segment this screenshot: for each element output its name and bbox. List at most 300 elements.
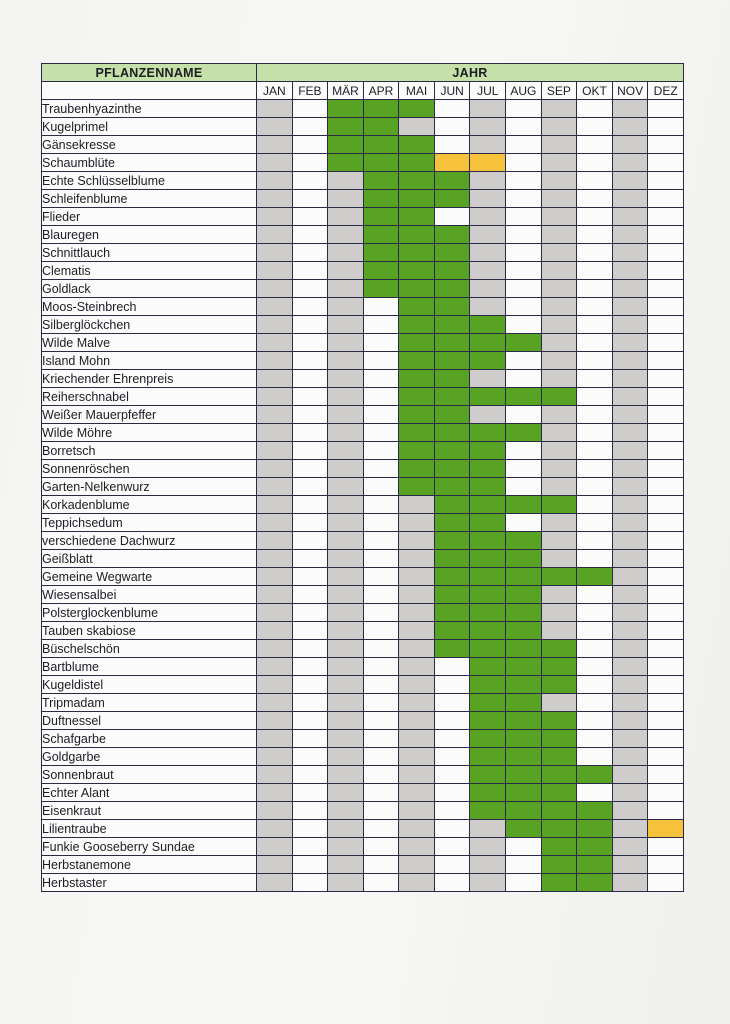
month-cell-okt-bloom xyxy=(577,568,613,586)
month-cell-jun-highlight xyxy=(434,154,470,172)
month-cell-aug-empty xyxy=(506,370,542,388)
month-cell-feb-empty xyxy=(292,730,328,748)
month-cell-dez-empty xyxy=(648,388,684,406)
month-cell-jul-bloom xyxy=(470,784,506,802)
month-cell-nov-off-season xyxy=(612,604,648,622)
month-header-okt: OKT xyxy=(577,82,613,100)
month-cell-jul-off-season xyxy=(470,226,506,244)
month-cell-mär-off-season xyxy=(328,766,364,784)
month-cell-jul-bloom xyxy=(470,334,506,352)
month-cell-mär-off-season xyxy=(328,838,364,856)
month-cell-jun-bloom xyxy=(434,316,470,334)
month-cell-mai-off-season xyxy=(399,802,435,820)
month-cell-okt-empty xyxy=(577,730,613,748)
plant-name: Gemeine Wegwarte xyxy=(42,568,257,586)
month-cell-jul-bloom xyxy=(470,766,506,784)
month-cell-okt-empty xyxy=(577,262,613,280)
month-cell-jul-bloom xyxy=(470,550,506,568)
month-cell-aug-bloom xyxy=(506,730,542,748)
month-cell-jun-bloom xyxy=(434,622,470,640)
month-cell-jan-off-season xyxy=(257,622,293,640)
month-cell-jan-off-season xyxy=(257,118,293,136)
month-cell-okt-empty xyxy=(577,352,613,370)
month-cell-nov-off-season xyxy=(612,370,648,388)
plant-row xyxy=(42,352,684,370)
month-cell-aug-bloom xyxy=(506,748,542,766)
plant-row xyxy=(42,622,684,640)
month-cell-feb-empty xyxy=(292,280,328,298)
month-cell-jun-empty xyxy=(434,100,470,118)
month-cell-aug-bloom xyxy=(506,568,542,586)
month-cell-jun-bloom xyxy=(434,298,470,316)
month-cell-jan-off-season xyxy=(257,568,293,586)
month-cell-sep-off-season xyxy=(541,514,577,532)
month-cell-apr-empty xyxy=(363,874,399,892)
plant-name: Echter Alant xyxy=(42,784,257,802)
month-cell-jul-bloom xyxy=(470,658,506,676)
month-cell-jun-bloom xyxy=(434,442,470,460)
month-cell-sep-off-season xyxy=(541,280,577,298)
month-cell-feb-empty xyxy=(292,190,328,208)
plant-row xyxy=(42,298,684,316)
plant-row xyxy=(42,640,684,658)
month-cell-okt-empty xyxy=(577,172,613,190)
plant-name: Traubenhyazinthe xyxy=(42,100,257,118)
month-cell-mai-off-season xyxy=(399,640,435,658)
month-cell-dez-empty xyxy=(648,514,684,532)
month-cell-jan-off-season xyxy=(257,820,293,838)
month-cell-mär-bloom xyxy=(328,118,364,136)
month-cell-jun-bloom xyxy=(434,568,470,586)
plant-name: Garten-Nelkenwurz xyxy=(42,478,257,496)
plant-row xyxy=(42,658,684,676)
month-cell-jan-off-season xyxy=(257,784,293,802)
month-cell-jun-empty xyxy=(434,820,470,838)
month-cell-jun-bloom xyxy=(434,334,470,352)
month-cell-aug-bloom xyxy=(506,622,542,640)
month-cell-jul-bloom xyxy=(470,460,506,478)
month-cell-dez-empty xyxy=(648,100,684,118)
month-cell-sep-bloom xyxy=(541,640,577,658)
month-cell-okt-bloom xyxy=(577,766,613,784)
month-cell-feb-empty xyxy=(292,154,328,172)
month-cell-jul-bloom xyxy=(470,532,506,550)
month-cell-apr-bloom xyxy=(363,262,399,280)
month-cell-jun-empty xyxy=(434,118,470,136)
month-cell-okt-empty xyxy=(577,244,613,262)
month-cell-nov-off-season xyxy=(612,442,648,460)
month-cell-okt-empty xyxy=(577,388,613,406)
plant-name: Weißer Mauerpfeffer xyxy=(42,406,257,424)
plant-name: Herbstanemone xyxy=(42,856,257,874)
month-cell-aug-empty xyxy=(506,298,542,316)
month-cell-sep-bloom xyxy=(541,766,577,784)
plant-name: verschiedene Dachwurz xyxy=(42,532,257,550)
month-cell-mär-off-season xyxy=(328,388,364,406)
month-cell-feb-empty xyxy=(292,424,328,442)
month-cell-mär-off-season xyxy=(328,802,364,820)
plant-name: Kugeldistel xyxy=(42,676,257,694)
month-cell-okt-empty xyxy=(577,478,613,496)
month-cell-aug-empty xyxy=(506,118,542,136)
plant-row xyxy=(42,532,684,550)
month-cell-okt-empty xyxy=(577,604,613,622)
month-cell-nov-off-season xyxy=(612,352,648,370)
month-cell-aug-empty xyxy=(506,874,542,892)
month-cell-mai-bloom xyxy=(399,316,435,334)
month-cell-aug-empty xyxy=(506,208,542,226)
month-cell-sep-off-season xyxy=(541,622,577,640)
month-cell-aug-bloom xyxy=(506,658,542,676)
month-cell-sep-off-season xyxy=(541,190,577,208)
plant-name: Wiesensalbei xyxy=(42,586,257,604)
month-cell-jun-bloom xyxy=(434,244,470,262)
plant-row xyxy=(42,856,684,874)
month-cell-jun-empty xyxy=(434,784,470,802)
month-cell-dez-empty xyxy=(648,550,684,568)
month-cell-feb-empty xyxy=(292,208,328,226)
month-cell-mär-off-season xyxy=(328,784,364,802)
month-cell-nov-off-season xyxy=(612,478,648,496)
month-cell-mär-off-season xyxy=(328,820,364,838)
month-cell-jun-empty xyxy=(434,874,470,892)
month-cell-feb-empty xyxy=(292,262,328,280)
month-cell-mär-off-season xyxy=(328,694,364,712)
month-cell-jun-bloom xyxy=(434,388,470,406)
month-cell-jul-off-season xyxy=(470,262,506,280)
month-cell-nov-off-season xyxy=(612,856,648,874)
month-cell-nov-off-season xyxy=(612,874,648,892)
month-cell-okt-bloom xyxy=(577,802,613,820)
month-cell-jan-off-season xyxy=(257,604,293,622)
plant-name: Schnittlauch xyxy=(42,244,257,262)
month-cell-dez-empty xyxy=(648,298,684,316)
month-cell-jul-off-season xyxy=(470,190,506,208)
month-cell-apr-empty xyxy=(363,370,399,388)
plant-name: Reiherschnabel xyxy=(42,388,257,406)
month-cell-sep-off-season xyxy=(541,604,577,622)
month-cell-nov-off-season xyxy=(612,532,648,550)
month-cell-apr-empty xyxy=(363,838,399,856)
month-cell-mär-bloom xyxy=(328,136,364,154)
month-cell-jul-off-season xyxy=(470,298,506,316)
month-cell-jul-bloom xyxy=(470,568,506,586)
month-cell-apr-empty xyxy=(363,784,399,802)
plant-row xyxy=(42,712,684,730)
month-cell-okt-empty xyxy=(577,676,613,694)
month-cell-jul-bloom xyxy=(470,514,506,532)
month-cell-jun-empty xyxy=(434,730,470,748)
month-cell-dez-empty xyxy=(648,262,684,280)
month-cell-jan-off-season xyxy=(257,388,293,406)
month-cell-aug-bloom xyxy=(506,784,542,802)
month-cell-jan-off-season xyxy=(257,262,293,280)
month-header-jan: JAN xyxy=(257,82,293,100)
year-header: JAHR xyxy=(257,64,684,82)
month-cell-nov-off-season xyxy=(612,226,648,244)
month-cell-aug-empty xyxy=(506,514,542,532)
month-cell-feb-empty xyxy=(292,514,328,532)
month-cell-aug-bloom xyxy=(506,766,542,784)
plant-row xyxy=(42,802,684,820)
month-cell-apr-empty xyxy=(363,820,399,838)
month-cell-sep-bloom xyxy=(541,388,577,406)
month-cell-sep-off-season xyxy=(541,460,577,478)
plant-name: Kriechender Ehrenpreis xyxy=(42,370,257,388)
month-cell-mär-off-season xyxy=(328,172,364,190)
month-cell-okt-empty xyxy=(577,316,613,334)
month-cell-mai-off-season xyxy=(399,604,435,622)
month-cell-feb-empty xyxy=(292,604,328,622)
plant-name: Geißblatt xyxy=(42,550,257,568)
month-cell-mai-bloom xyxy=(399,334,435,352)
month-cell-apr-empty xyxy=(363,460,399,478)
month-cell-sep-off-season xyxy=(541,406,577,424)
month-cell-jul-off-season xyxy=(470,136,506,154)
month-cell-nov-off-season xyxy=(612,568,648,586)
month-cell-okt-bloom xyxy=(577,856,613,874)
month-cell-mai-bloom xyxy=(399,460,435,478)
month-cell-mär-off-season xyxy=(328,406,364,424)
month-cell-jan-off-season xyxy=(257,532,293,550)
month-cell-jan-off-season xyxy=(257,478,293,496)
month-cell-nov-off-season xyxy=(612,262,648,280)
month-cell-feb-empty xyxy=(292,586,328,604)
month-cell-jul-off-season xyxy=(470,172,506,190)
month-cell-jul-off-season xyxy=(470,280,506,298)
month-cell-dez-empty xyxy=(648,694,684,712)
month-cell-sep-off-season xyxy=(541,316,577,334)
plant-name: Duftnessel xyxy=(42,712,257,730)
plant-row xyxy=(42,496,684,514)
month-cell-sep-off-season xyxy=(541,550,577,568)
month-cell-jun-bloom xyxy=(434,262,470,280)
month-cell-dez-empty xyxy=(648,370,684,388)
month-cell-apr-empty xyxy=(363,316,399,334)
month-cell-okt-empty xyxy=(577,226,613,244)
month-cell-aug-bloom xyxy=(506,820,542,838)
month-cell-jul-bloom xyxy=(470,496,506,514)
month-cell-aug-empty xyxy=(506,406,542,424)
plant-row xyxy=(42,838,684,856)
month-cell-apr-empty xyxy=(363,478,399,496)
month-cell-mär-off-season xyxy=(328,208,364,226)
month-cell-okt-empty xyxy=(577,334,613,352)
month-cell-apr-bloom xyxy=(363,208,399,226)
month-cell-aug-empty xyxy=(506,352,542,370)
month-cell-feb-empty xyxy=(292,370,328,388)
month-cell-feb-empty xyxy=(292,658,328,676)
month-cell-nov-off-season xyxy=(612,820,648,838)
month-cell-jan-off-season xyxy=(257,586,293,604)
month-cell-sep-off-season xyxy=(541,172,577,190)
month-cell-mai-bloom xyxy=(399,226,435,244)
plant-row xyxy=(42,730,684,748)
month-cell-jan-off-season xyxy=(257,874,293,892)
month-cell-apr-empty xyxy=(363,388,399,406)
month-cell-sep-bloom xyxy=(541,712,577,730)
month-cell-dez-empty xyxy=(648,406,684,424)
header-row xyxy=(42,64,684,82)
month-cell-okt-empty xyxy=(577,406,613,424)
month-cell-dez-empty xyxy=(648,874,684,892)
month-cell-jul-off-season xyxy=(470,856,506,874)
month-cell-jan-off-season xyxy=(257,334,293,352)
plant-name-header: PFLANZENNAME xyxy=(42,64,257,82)
plant-name: Eisenkraut xyxy=(42,802,257,820)
month-cell-mär-off-season xyxy=(328,640,364,658)
month-cell-dez-empty xyxy=(648,838,684,856)
month-cell-dez-empty xyxy=(648,640,684,658)
month-cell-jan-off-season xyxy=(257,424,293,442)
month-cell-jul-bloom xyxy=(470,352,506,370)
month-cell-jan-off-season xyxy=(257,244,293,262)
month-cell-sep-off-season xyxy=(541,262,577,280)
month-cell-sep-bloom xyxy=(541,658,577,676)
month-cell-mär-off-season xyxy=(328,622,364,640)
month-cell-feb-empty xyxy=(292,298,328,316)
month-cell-jul-bloom xyxy=(470,748,506,766)
month-cell-nov-off-season xyxy=(612,118,648,136)
plant-row xyxy=(42,406,684,424)
plant-name: Tripmadam xyxy=(42,694,257,712)
plant-name: Schafgarbe xyxy=(42,730,257,748)
plant-row xyxy=(42,208,684,226)
plant-name: Korkadenblume xyxy=(42,496,257,514)
month-cell-dez-empty xyxy=(648,586,684,604)
month-cell-sep-off-season xyxy=(541,532,577,550)
plant-row xyxy=(42,172,684,190)
month-cell-feb-empty xyxy=(292,622,328,640)
month-cell-nov-off-season xyxy=(612,316,648,334)
month-cell-jan-off-season xyxy=(257,154,293,172)
month-cell-sep-off-season xyxy=(541,118,577,136)
plant-name: Echte Schlüsselblume xyxy=(42,172,257,190)
month-cell-feb-empty xyxy=(292,496,328,514)
month-cell-mär-off-season xyxy=(328,748,364,766)
month-cell-jan-off-season xyxy=(257,208,293,226)
month-cell-apr-empty xyxy=(363,604,399,622)
month-cell-okt-empty xyxy=(577,298,613,316)
month-cell-mär-off-season xyxy=(328,370,364,388)
month-cell-dez-empty xyxy=(648,784,684,802)
plant-row xyxy=(42,424,684,442)
month-cell-jun-bloom xyxy=(434,460,470,478)
month-cell-jul-bloom xyxy=(470,640,506,658)
month-cell-apr-empty xyxy=(363,424,399,442)
month-cell-jun-empty xyxy=(434,694,470,712)
plant-name: Büschelschön xyxy=(42,640,257,658)
month-cell-jun-empty xyxy=(434,658,470,676)
month-cell-mär-off-season xyxy=(328,568,364,586)
month-cell-sep-off-season xyxy=(541,478,577,496)
month-cell-nov-off-season xyxy=(612,694,648,712)
month-cell-jan-off-season xyxy=(257,640,293,658)
month-cell-feb-empty xyxy=(292,856,328,874)
month-cell-dez-empty xyxy=(648,496,684,514)
month-cell-mai-off-season xyxy=(399,694,435,712)
month-cell-jul-bloom xyxy=(470,586,506,604)
month-cell-dez-empty xyxy=(648,316,684,334)
plant-row xyxy=(42,874,684,892)
plant-name: Clematis xyxy=(42,262,257,280)
month-cell-mär-off-season xyxy=(328,352,364,370)
month-cell-apr-bloom xyxy=(363,244,399,262)
month-header-dez: DEZ xyxy=(648,82,684,100)
month-cell-jan-off-season xyxy=(257,802,293,820)
month-cell-jan-off-season xyxy=(257,316,293,334)
month-cell-okt-empty xyxy=(577,280,613,298)
month-header-aug: AUG xyxy=(506,82,542,100)
month-cell-feb-empty xyxy=(292,316,328,334)
month-cell-feb-empty xyxy=(292,694,328,712)
month-cell-jan-off-season xyxy=(257,694,293,712)
month-cell-jun-bloom xyxy=(434,352,470,370)
month-cell-nov-off-season xyxy=(612,496,648,514)
month-cell-aug-empty xyxy=(506,478,542,496)
month-cell-jun-bloom xyxy=(434,172,470,190)
month-cell-mär-off-season xyxy=(328,190,364,208)
month-cell-jun-bloom xyxy=(434,406,470,424)
plant-row xyxy=(42,262,684,280)
month-cell-apr-bloom xyxy=(363,172,399,190)
plant-name: Island Mohn xyxy=(42,352,257,370)
month-cell-apr-bloom xyxy=(363,280,399,298)
month-cell-aug-bloom xyxy=(506,532,542,550)
month-cell-mai-off-season xyxy=(399,838,435,856)
plant-name: Wilde Malve xyxy=(42,334,257,352)
month-cell-dez-empty xyxy=(648,658,684,676)
month-cell-mär-off-season xyxy=(328,658,364,676)
month-cell-okt-bloom xyxy=(577,820,613,838)
month-cell-jun-bloom xyxy=(434,190,470,208)
month-cell-aug-empty xyxy=(506,442,542,460)
month-header-apr: APR xyxy=(363,82,399,100)
month-cell-jul-bloom xyxy=(470,388,506,406)
month-cell-aug-empty xyxy=(506,226,542,244)
month-cell-apr-empty xyxy=(363,676,399,694)
month-cell-aug-empty xyxy=(506,172,542,190)
month-cell-jun-bloom xyxy=(434,424,470,442)
month-cell-apr-bloom xyxy=(363,100,399,118)
month-cell-sep-off-season xyxy=(541,334,577,352)
month-cell-aug-bloom xyxy=(506,694,542,712)
month-cell-nov-off-season xyxy=(612,712,648,730)
month-cell-nov-off-season xyxy=(612,406,648,424)
month-cell-feb-empty xyxy=(292,640,328,658)
month-cell-nov-off-season xyxy=(612,424,648,442)
month-cell-apr-empty xyxy=(363,730,399,748)
month-cell-okt-empty xyxy=(577,622,613,640)
month-cell-sep-bloom xyxy=(541,874,577,892)
plant-row xyxy=(42,514,684,532)
month-cell-mai-bloom xyxy=(399,136,435,154)
month-cell-jan-off-season xyxy=(257,550,293,568)
month-header-mär: MÄR xyxy=(328,82,364,100)
month-cell-feb-empty xyxy=(292,820,328,838)
month-cell-jun-empty xyxy=(434,838,470,856)
month-cell-okt-empty xyxy=(577,586,613,604)
month-cell-sep-off-season xyxy=(541,352,577,370)
month-cell-aug-bloom xyxy=(506,496,542,514)
plant-name: Goldlack xyxy=(42,280,257,298)
month-cell-jul-bloom xyxy=(470,604,506,622)
month-cell-feb-empty xyxy=(292,334,328,352)
month-cell-nov-off-season xyxy=(612,676,648,694)
month-cell-jan-off-season xyxy=(257,730,293,748)
month-cell-mär-off-season xyxy=(328,514,364,532)
month-cell-mär-off-season xyxy=(328,280,364,298)
